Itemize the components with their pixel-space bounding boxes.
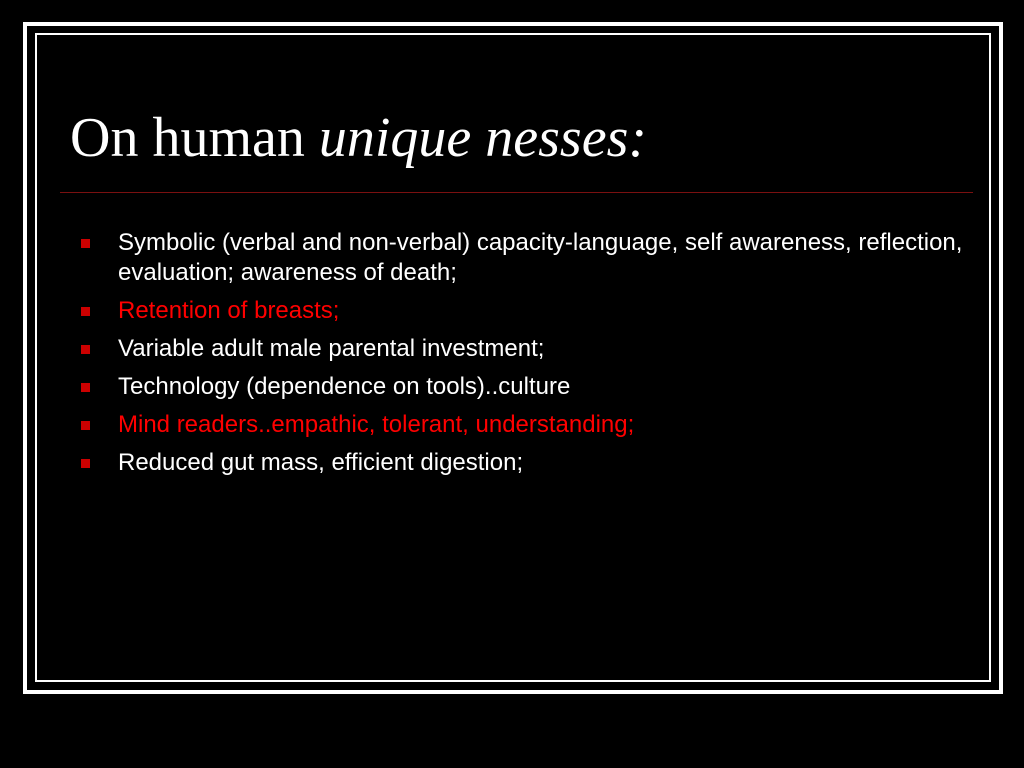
bullet-item <box>76 372 996 402</box>
bullet-item <box>76 410 996 440</box>
bullet-item <box>76 296 996 326</box>
bullet-item <box>76 228 996 288</box>
bullet-item <box>76 448 996 478</box>
bullet-list <box>76 228 996 486</box>
bullet-item <box>76 334 996 364</box>
bullet-text: Variable adult male parental investment; <box>118 335 545 362</box>
square-bullet-icon <box>81 459 90 468</box>
bullet-text: Reduced gut mass, efficient digestion; <box>118 449 524 476</box>
slide-title-plain: On human <box>70 107 319 169</box>
bullet-text: Technology (dependence on tools)..culture <box>118 373 571 400</box>
square-bullet-icon <box>81 345 90 354</box>
square-bullet-icon <box>81 383 90 392</box>
square-bullet-icon <box>81 239 90 248</box>
bullet-text: Symbolic (verbal and non-verbal) capacity-language, self awareness, reflection, evaluation; awareness of death; <box>118 229 963 286</box>
square-bullet-icon <box>81 421 90 430</box>
title-divider <box>60 192 973 193</box>
slide-title <box>70 105 647 172</box>
bullet-text: Mind readers..empathic, tolerant, understanding; <box>118 411 635 438</box>
square-bullet-icon <box>81 307 90 316</box>
slide-title-italic: unique nesses: <box>318 107 648 169</box>
bullet-text: Retention of breasts; <box>118 297 340 324</box>
